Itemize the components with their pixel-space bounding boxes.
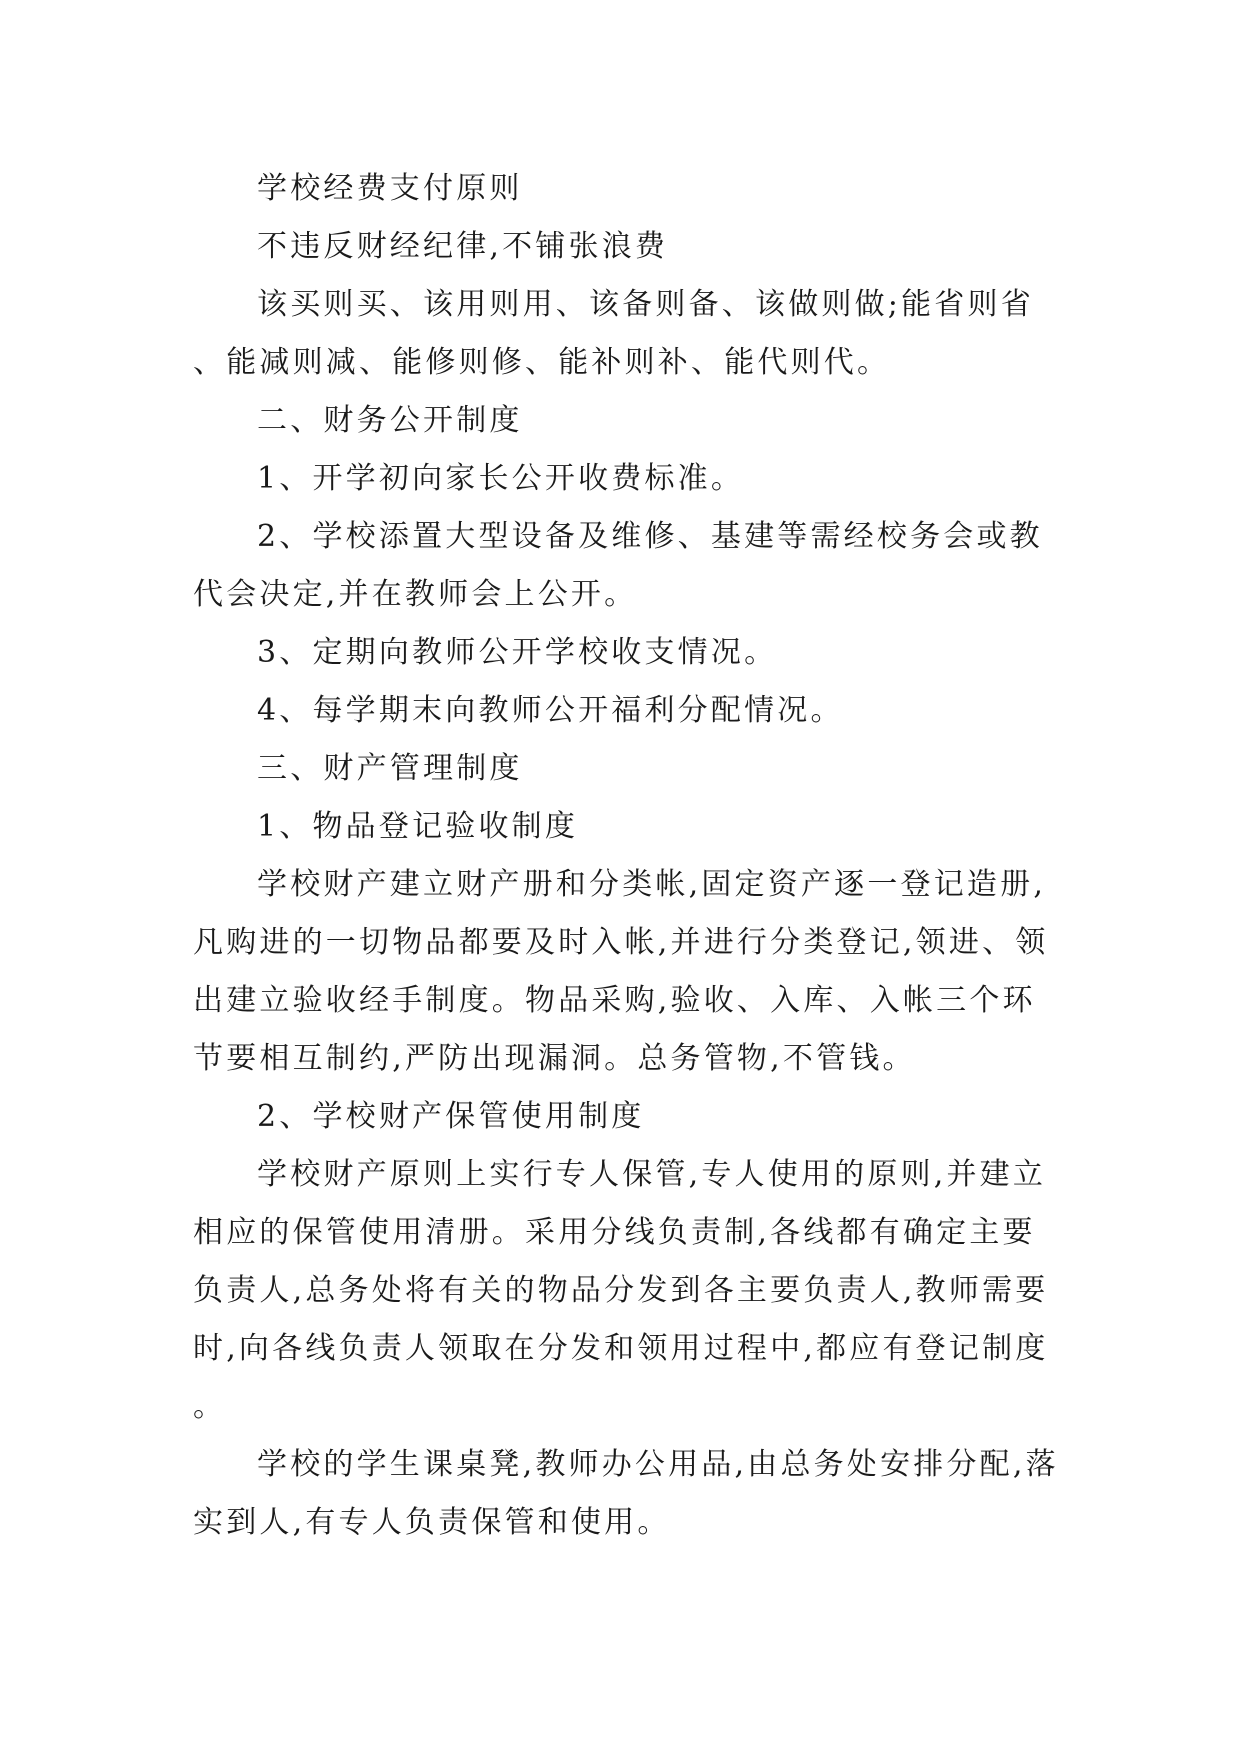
list-item: 3、定期向教师公开学校收支情况。 bbox=[257, 635, 778, 670]
paragraph: 学校财产建立财产册和分类帐,固定资产逐一登记造册,凡购进的一切物品都要及时入帐,并进行分类登记,领进、领出建立验收经手制度。物品采购,验收、入库、入帐三个环节要相互制约,严防出现漏洞。总务管物,不管钱。 bbox=[193, 867, 1049, 1076]
document-body bbox=[193, 160, 1063, 1552]
paragraph: 学校财产原则上实行专人保管,专人使用的原则,并建立相应的保管使用清册。采用分线负责制,各线都有确定主要负责人,总务处将有关的物品分发到各主要负责人,教师需要时,向各线负责人领取在分发和领用过程中,都应有登记制度。 bbox=[193, 1157, 1049, 1424]
section-heading: 三、财产管理制度 bbox=[257, 751, 523, 786]
paragraph: 不违反财经纪律,不铺张浪费 bbox=[257, 229, 669, 264]
list-item: 4、每学期末向教师公开福利分配情况。 bbox=[257, 693, 844, 728]
paragraph: 该买则买、该用则用、该备则备、该做则做;能省则省、能减则减、能修则修、能补则补、能代则代。 bbox=[193, 287, 1034, 380]
list-item: 1、开学初向家长公开收费标准。 bbox=[257, 461, 745, 496]
list-item: 2、学校添置大型设备及维修、基建等需经校务会或教代会决定,并在教师会上公开。 bbox=[193, 519, 1043, 612]
paragraph: 学校经费支付原则 bbox=[257, 171, 523, 206]
paragraph: 学校的学生课桌凳,教师办公用品,由总务处安排分配,落实到人,有专人负责保管和使用。 bbox=[193, 1447, 1059, 1540]
section-heading: 二、财务公开制度 bbox=[257, 403, 523, 438]
subsection-heading: 1、物品登记验收制度 bbox=[257, 809, 579, 844]
subsection-heading: 2、学校财产保管使用制度 bbox=[257, 1099, 645, 1134]
